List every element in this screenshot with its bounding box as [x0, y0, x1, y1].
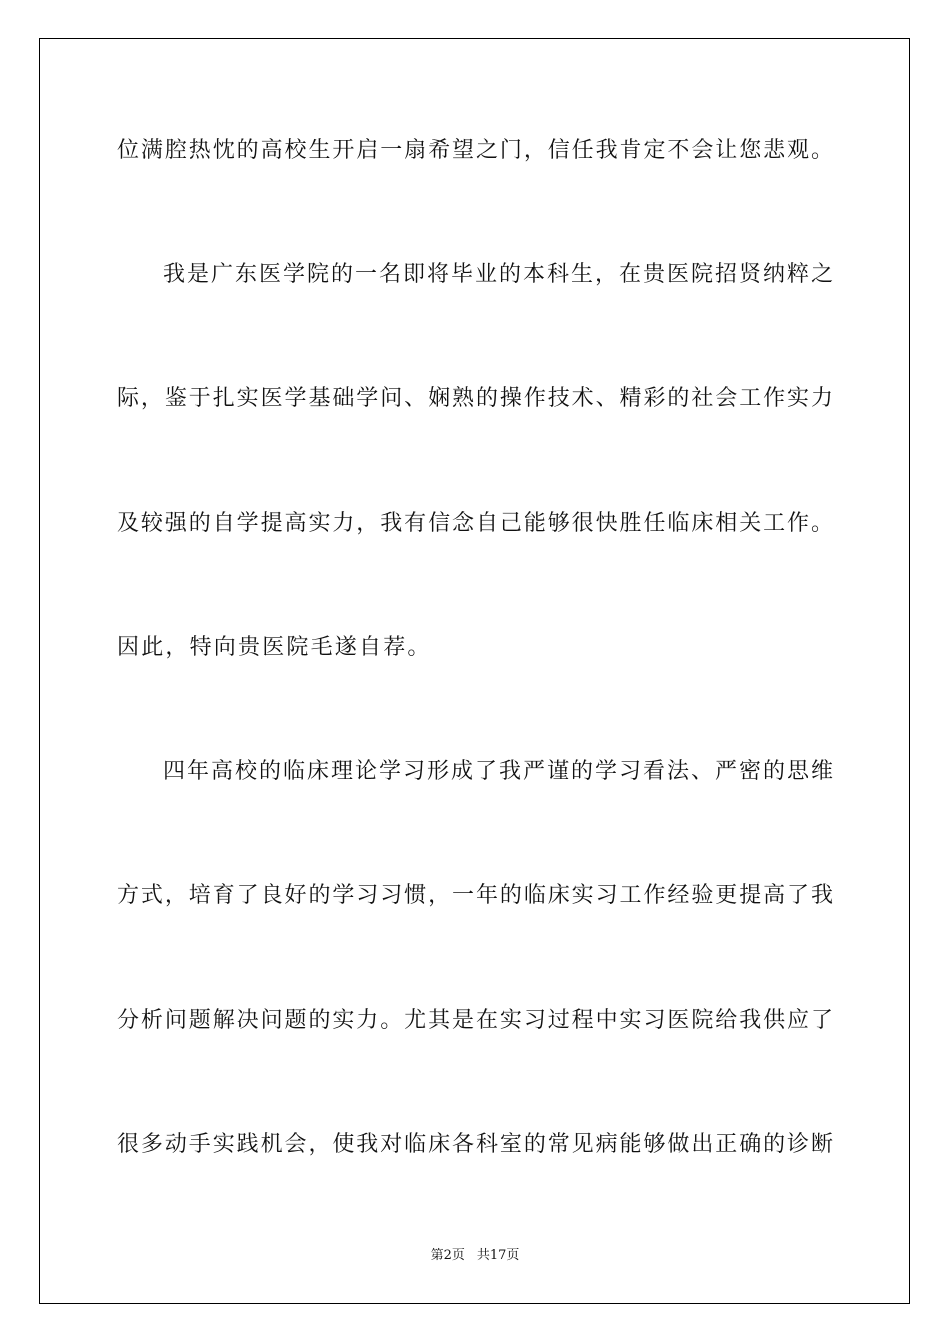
text-line: 很多动手实践机会，使我对临床各科室的常见病能够做出正确的诊断: [117, 1132, 833, 1157]
page-total: 共17页: [476, 1248, 520, 1263]
text-line: 四年高校的临床理论学习形成了我严谨的学习看法、严密的思维: [163, 759, 833, 784]
page-number: 第2页: [430, 1248, 465, 1263]
text-line: 因此，特向贵医院毛遂自荐。: [117, 635, 432, 660]
text-line: 际，鉴于扎实医学基础学问、娴熟的操作技术、精彩的社会工作实力: [117, 386, 833, 411]
text-line: 及较强的自学提高实力，我有信念自己能够很快胜任临床相关工作。: [117, 511, 833, 536]
page-footer: [0, 1244, 950, 1263]
text-line: 方式，培育了良好的学习习惯，一年的临床实习工作经验更提高了我: [117, 883, 833, 908]
page-border: [39, 38, 910, 1304]
text-line: 我是广东医学院的一名即将毕业的本科生，在贵医院招贤纳粹之: [163, 262, 833, 287]
text-line: 位满腔热忱的高校生开启一扇希望之门，信任我肯定不会让您悲观。: [117, 138, 833, 163]
text-line: 分析问题解决问题的实力。尤其是在实习过程中实习医院给我供应了: [117, 1008, 833, 1033]
